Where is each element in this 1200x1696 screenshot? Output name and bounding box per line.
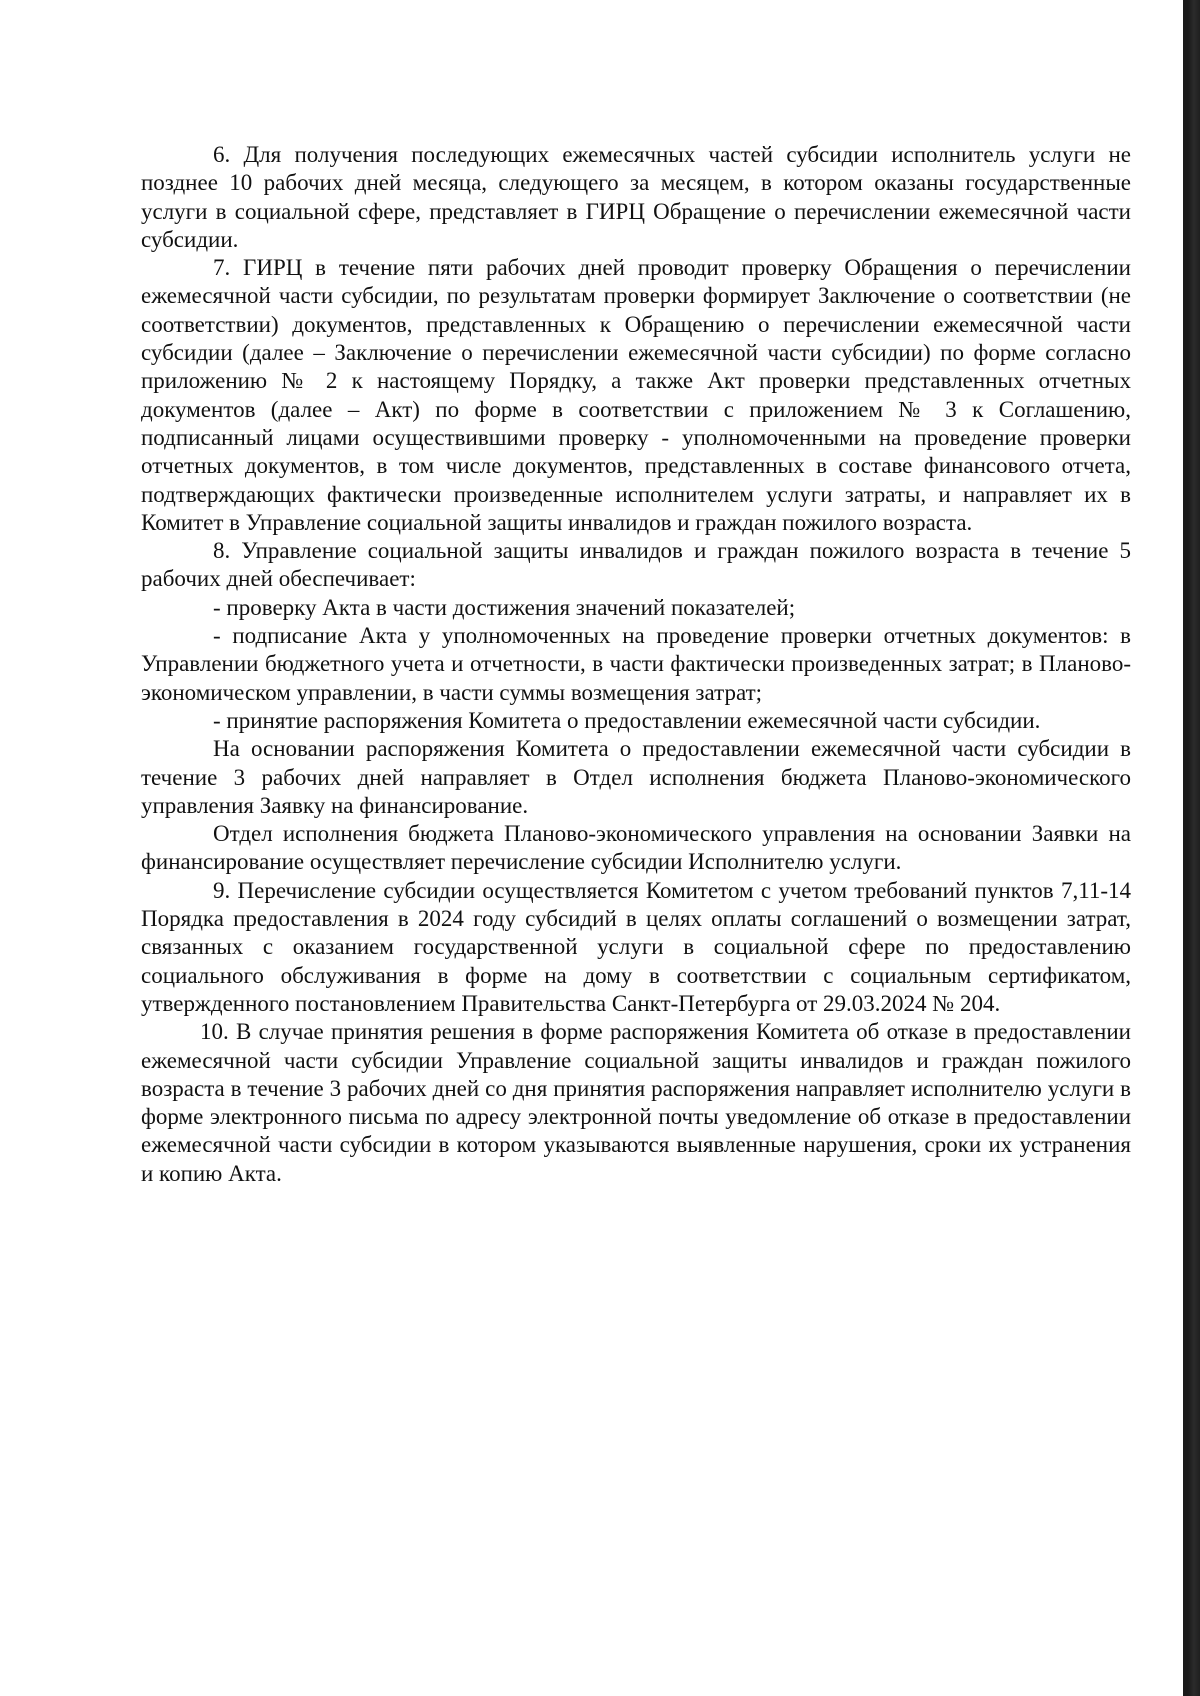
paragraph-item-7: 7. ГИРЦ в течение пяти рабочих дней проводит проверку Обращения о перечислении ежемесячной части субсидии, по результатам проверки формирует Заключение о соответствии (не соответствии) документов, представленных к Обращению о перечислении ежемесячной части субсидии (далее – Заключение о перечислении ежемесячной части субсидии) по форме согласно приложению № 2 к настоящему Порядку, а также Акт проверки представленных отчетных документов (далее – Акт) по форме в соответствии с приложением № 3 к Соглашению, подписанный лицами осуществившими проверку - уполномоченными на проведение проверки отчетных документов, в том числе документов, представленных в составе финансового отчета, подтверждающих фактически произведенные исполнителем услуги затраты, и направляет их в Комитет в Управление социальной защиты инвалидов и граждан пожилого возраста. bbox=[141, 255, 1131, 535]
paragraph-item-9: 9. Перечисление субсидии осуществляется Комитетом с учетом требований пунктов 7,11-14 Порядка предоставления в 2024 году субсидий в целях оплаты соглашений о возмещении затрат, связанных с оказанием государственной услуги в социальной сфере по предоставлению социального обслуживания в форме на дому в соответствии с социальным сертификатом, утвержденного постановлением Правительства Санкт-Петербурга от 29.03.2024 № 204. bbox=[141, 877, 1131, 1016]
paragraph-budget-department: Отдел исполнения бюджета Планово-экономического управления на основании Заявки на финансирование осуществляет перечисление субсидии Исполнителю услуги. bbox=[141, 821, 1131, 875]
paragraph-item-8: 8. Управление социальной защиты инвалидов и граждан пожилого возраста в течение 5 рабочих дней обеспечивает: bbox=[141, 538, 1131, 592]
list-item-sign-act: - подписание Акта у уполномоченных на проведение проверки отчетных документов: в Управлении бюджетного учета и отчетности, в части фактически произведенных затрат; в Планово-экономическом управлении, в части суммы возмещения затрат; bbox=[141, 623, 1131, 705]
list-item-check-act: - проверку Акта в части достижения значений показателей; bbox=[213, 594, 796, 620]
paragraph-item-6: 6. Для получения последующих ежемесячных частей субсидии исполнитель услуги не позднее 10 рабочих дней месяца, следующего за месяцем, в котором оказаны государственные услуги в социальной сфере, представляет в ГИРЦ Обращение о перечислении ежемесячной части субсидии. bbox=[141, 142, 1131, 252]
paragraph-item-10: 10. В случае принятия решения в форме распоряжения Комитета об отказе в предоставлении ежемесячной части субсидии Управление социальной защиты инвалидов и граждан пожилого возраста в течение 3 рабочих дней со дня принятия распоряжения направляет исполнителю услуги в форме электронного письма по адресу электронной почты уведомление об отказе в предоставлении ежемесячной части субсидии в котором указываются выявленные нарушения, сроки их устранения и копию Акта. bbox=[141, 1019, 1131, 1186]
list-item-adopt-order: - принятие распоряжения Комитета о предоставлении ежемесячной части субсидии. bbox=[213, 707, 1041, 733]
scan-edge-border bbox=[1180, 0, 1200, 1696]
paragraph-financing-request: На основании распоряжения Комитета о предоставлении ежемесячной части субсидии в течение 3 рабочих дней направляет в Отдел исполнения бюджета Планово-экономического управления Заявку на финансирование. bbox=[141, 736, 1131, 818]
document-body bbox=[141, 141, 1131, 1188]
